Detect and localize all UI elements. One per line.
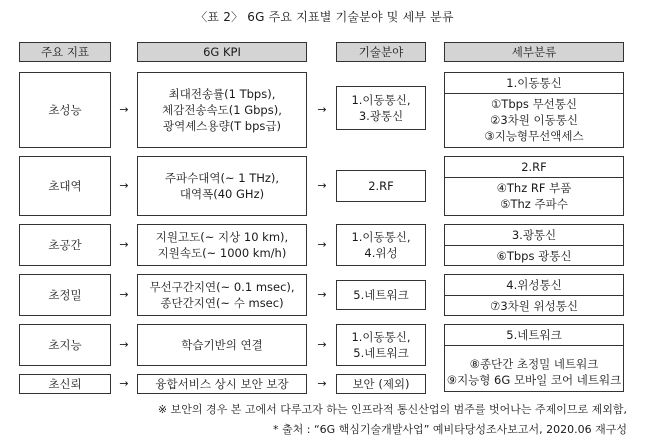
field-line: 4.위성	[364, 246, 398, 260]
field-line: 1.이동통신,	[351, 230, 411, 244]
kpi-line: 종단간지연(~ 수 msec)	[160, 296, 284, 310]
detail-category: 5.네트워크	[506, 328, 562, 342]
detail-item: ⑨지능형 6G 모바일 코어 네트워크	[446, 373, 622, 387]
detail-category: 1.이동통신	[506, 76, 562, 90]
detail-divider	[445, 345, 623, 346]
field-line: 1.이동통신,	[351, 93, 411, 107]
header-field: 기술분야	[336, 42, 426, 62]
header-indicator: 주요 지표	[19, 42, 111, 62]
indicator-cell: 초성능	[19, 72, 111, 148]
arrow-icon: →	[317, 179, 327, 192]
field-line: 3.광통신	[358, 109, 404, 123]
field-cell: 5.네트워크	[336, 280, 426, 310]
arrow-icon: →	[317, 103, 327, 116]
detail-cell	[444, 224, 624, 266]
detail-divider	[445, 177, 623, 178]
indicator-cell: 초공간	[19, 224, 111, 266]
kpi-cell	[137, 224, 307, 266]
arrow-icon: →	[119, 179, 129, 192]
detail-item: ⑥Tbps 광통신	[496, 249, 572, 263]
kpi-cell: 융합서비스 상시 보안 보장	[137, 374, 307, 394]
arrow-icon: →	[119, 103, 129, 116]
kpi-line: 최대전송률(1 Tbps),	[168, 87, 276, 101]
kpi-cell	[137, 156, 307, 216]
header-detail: 세부분류	[444, 42, 624, 62]
kpi-line: 무선구간지연(~ 0.1 msec),	[149, 280, 295, 294]
header-kpi: 6G KPI	[137, 42, 307, 62]
indicator-cell: 초지능	[19, 324, 111, 366]
field-cell: 2.RF	[336, 170, 426, 202]
kpi-line: 광역셰스용량(T bps급)	[162, 119, 281, 133]
detail-item: ⑦3차원 위성통신	[490, 299, 578, 313]
detail-item: ③지능형무선액세스	[484, 129, 584, 143]
arrow-icon: →	[317, 288, 327, 301]
detail-cell	[444, 274, 624, 316]
table-title: 〈표 2〉 6G 주요 지표별 기술분야 및 세부 분류	[195, 10, 454, 24]
kpi-line: 지원속도(~ 1000 km/h)	[157, 246, 287, 260]
kpi-line: 주파수대역(~ 1 THz),	[164, 171, 280, 185]
detail-cell	[444, 156, 624, 216]
indicator-cell: 초신뢰	[19, 374, 111, 394]
arrow-icon: →	[119, 338, 129, 351]
arrow-icon: →	[317, 377, 327, 390]
arrow-icon: →	[119, 377, 129, 390]
kpi-line: 지원고도(~ 지상 10 km),	[155, 230, 289, 244]
arrow-icon: →	[317, 238, 327, 251]
field-line: 5.네트워크	[353, 346, 409, 360]
arrow-icon: →	[317, 338, 327, 351]
field-cell	[336, 224, 426, 266]
source-note: * 출처 : “6G 핵심기술개발사업” 예비타당성조사보고서, 2020.06 재구성	[273, 423, 627, 436]
detail-item: ④Thz RF 부품	[496, 181, 572, 195]
kpi-line: 체감전송속도(1 Gbps),	[162, 103, 282, 117]
footnote: ※ 보안의 경우 본 고에서 다루고자 하는 인프라적 통신산업의 범주를 벗어나는 주제이므로 제외함,	[157, 403, 627, 416]
detail-cell	[444, 72, 624, 148]
detail-category: 4.위성통신	[506, 278, 562, 292]
kpi-cell: 학습기반의 연결	[137, 324, 307, 366]
detail-item: ⑤Thz 주파수	[500, 197, 568, 211]
detail-divider	[445, 93, 623, 94]
field-line: 1.이동통신,	[351, 330, 411, 344]
kpi-line: 대역폭(40 GHz)	[179, 187, 265, 201]
field-cell: 보안 (제외)	[336, 374, 426, 394]
detail-divider	[445, 295, 623, 296]
detail-item: ②3차원 이동통신	[490, 113, 578, 127]
field-cell	[336, 324, 426, 366]
detail-cell	[444, 324, 624, 392]
detail-category: 2.RF	[521, 160, 547, 174]
field-cell	[336, 86, 426, 130]
detail-item: ⑧종단간 초정밀 네트워크	[469, 357, 599, 371]
indicator-cell: 초대역	[19, 156, 111, 216]
indicator-cell: 초정밀	[19, 274, 111, 316]
arrow-icon: →	[119, 238, 129, 251]
kpi-cell	[137, 72, 307, 148]
detail-item: ①Tbps 무선통신	[490, 97, 578, 111]
detail-category: 3.광통신	[511, 228, 557, 242]
kpi-cell	[137, 274, 307, 316]
arrow-icon: →	[119, 288, 129, 301]
detail-divider	[445, 245, 623, 246]
